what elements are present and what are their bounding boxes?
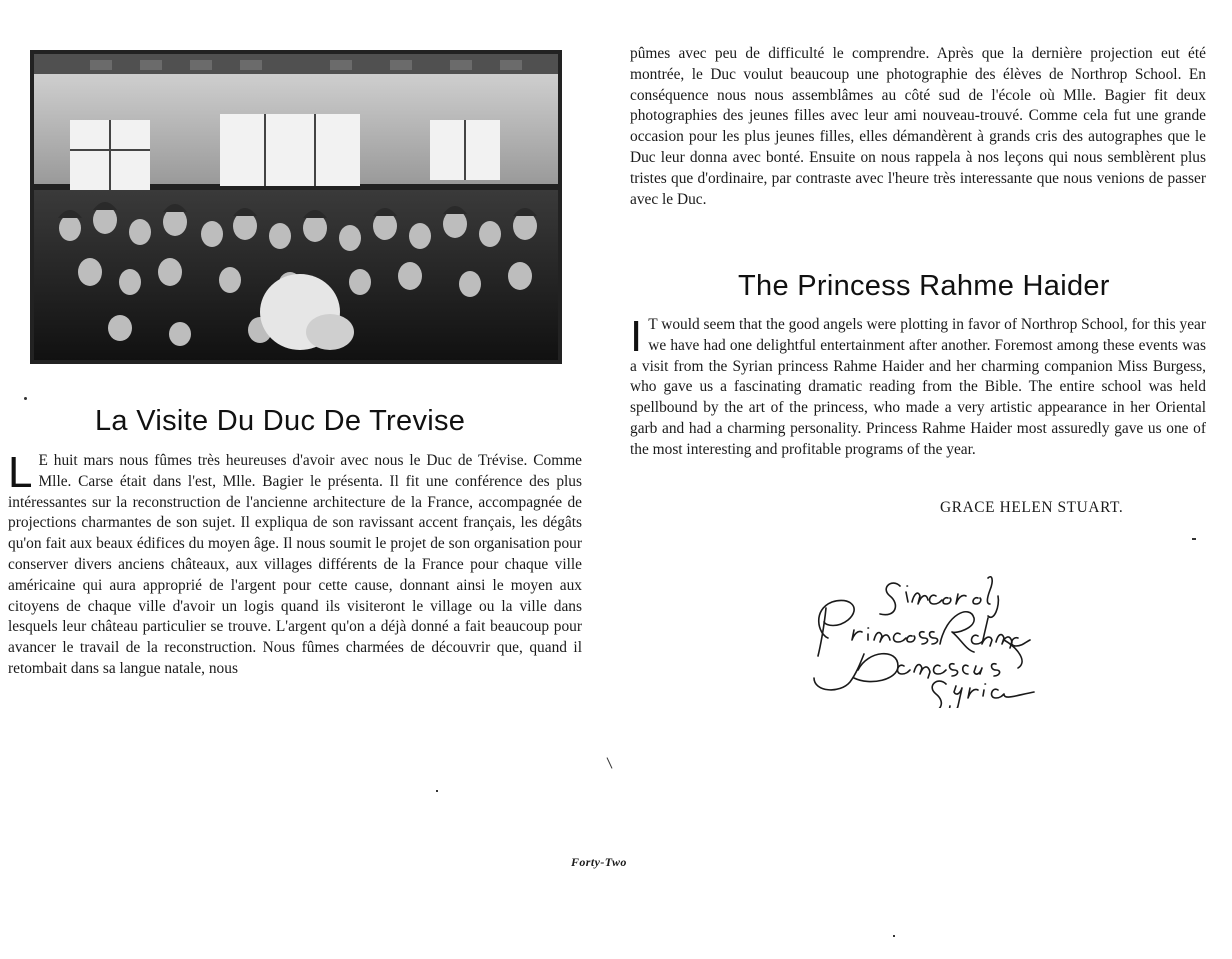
handwritten-signature-icon bbox=[808, 568, 1040, 708]
scan-speck bbox=[436, 790, 438, 792]
french-article-text: E huit mars nous fûmes très heureuses d'avoir avec nous le Duc de Trévise. Comme Mlle. Carse était dans l'est, Mlle. Bagier le présenta. Il fit une conférence des plus intéressantes sur la reconstruction de l'ancienne architecture de la France, accompagnée de projections charmantes de son sujet. Il expliqua de son ravissant accent français, les dégâts qu'on fait aux beaux édifices du moyen âge. Il nous soumit le projet de son organisation pour conserver divers anciens châteaux, aux villages différents de la France pour chaque ville américaine qui aura approprié de l'argent pour cette cause, donnant ainsi le moyen aux citoyens de chaque ville d'avoir un logis quand ils visiteront le village ou la ville dans lesquels leur château particulier se trouve. L'argent qu'on a déjà donné a fait beaucoup pour avancer le travail de la reconstruction. Nous fûmes charmées de découvrir que, quand il retombait dans sa langue natale, nous bbox=[8, 452, 582, 677]
group-photograph-icon bbox=[30, 50, 562, 364]
english-article-text: T would seem that the good angels were plotting in favor of Northrop School, for this year we have had one delightful entertainment after another. Foremost among these events was a visit from the Syrian princess Rahme Haider and her charming companion Miss Burgess, who gave us a fascinating dramatic reading from the Bible. The entire school was held spellbound by the art of the princess, who made a very artistic appearance in her Oriental garb and had a charming personality. Princess Rahme Haider most assuredly gave us one of the most interesting and profitable programs of the year. bbox=[630, 316, 1206, 458]
french-article-continued: pûmes avec peu de difficulté le comprendre. Après que la dernière projection eut été montrée, le Duc voulut beaucoup une photographie des élèves de Northrop School. En conséquence nous nous assemblâmes au côté sud de l'école où Mlle. Bagier fit deux photographies des jeunes filles avec leur ami nouveau-trouvé. Comme cela fut une grande occasion pour les plus jeunes filles, elles démandèrent à grands cris des autographes que le Duc leur donna avec bonté. Ensuite on nous rappela à nos leçons qui nous semblèrent plus tristes que d'ordinaire, par contraste avec l'heure très interessante que nous venions de passer avec le Duc. bbox=[630, 45, 1206, 208]
french-article-title: La Visite Du Duc De Trevise bbox=[95, 405, 466, 437]
group-photograph bbox=[30, 50, 562, 364]
author-name: GRACE HELEN STUART. bbox=[940, 499, 1124, 516]
french-article-body bbox=[8, 448, 582, 680]
scan-speck bbox=[24, 397, 27, 400]
scan-speck bbox=[1192, 538, 1196, 540]
english-article-body bbox=[630, 312, 1206, 461]
english-article-dropcap: I bbox=[630, 312, 643, 361]
autograph bbox=[808, 568, 1040, 708]
page-number: Forty-Two bbox=[571, 855, 627, 869]
scan-speck bbox=[607, 757, 613, 768]
english-article-title: The Princess Rahme Haider bbox=[738, 270, 1110, 302]
scan-speck bbox=[893, 935, 895, 937]
french-article-dropcap: L bbox=[8, 448, 33, 497]
